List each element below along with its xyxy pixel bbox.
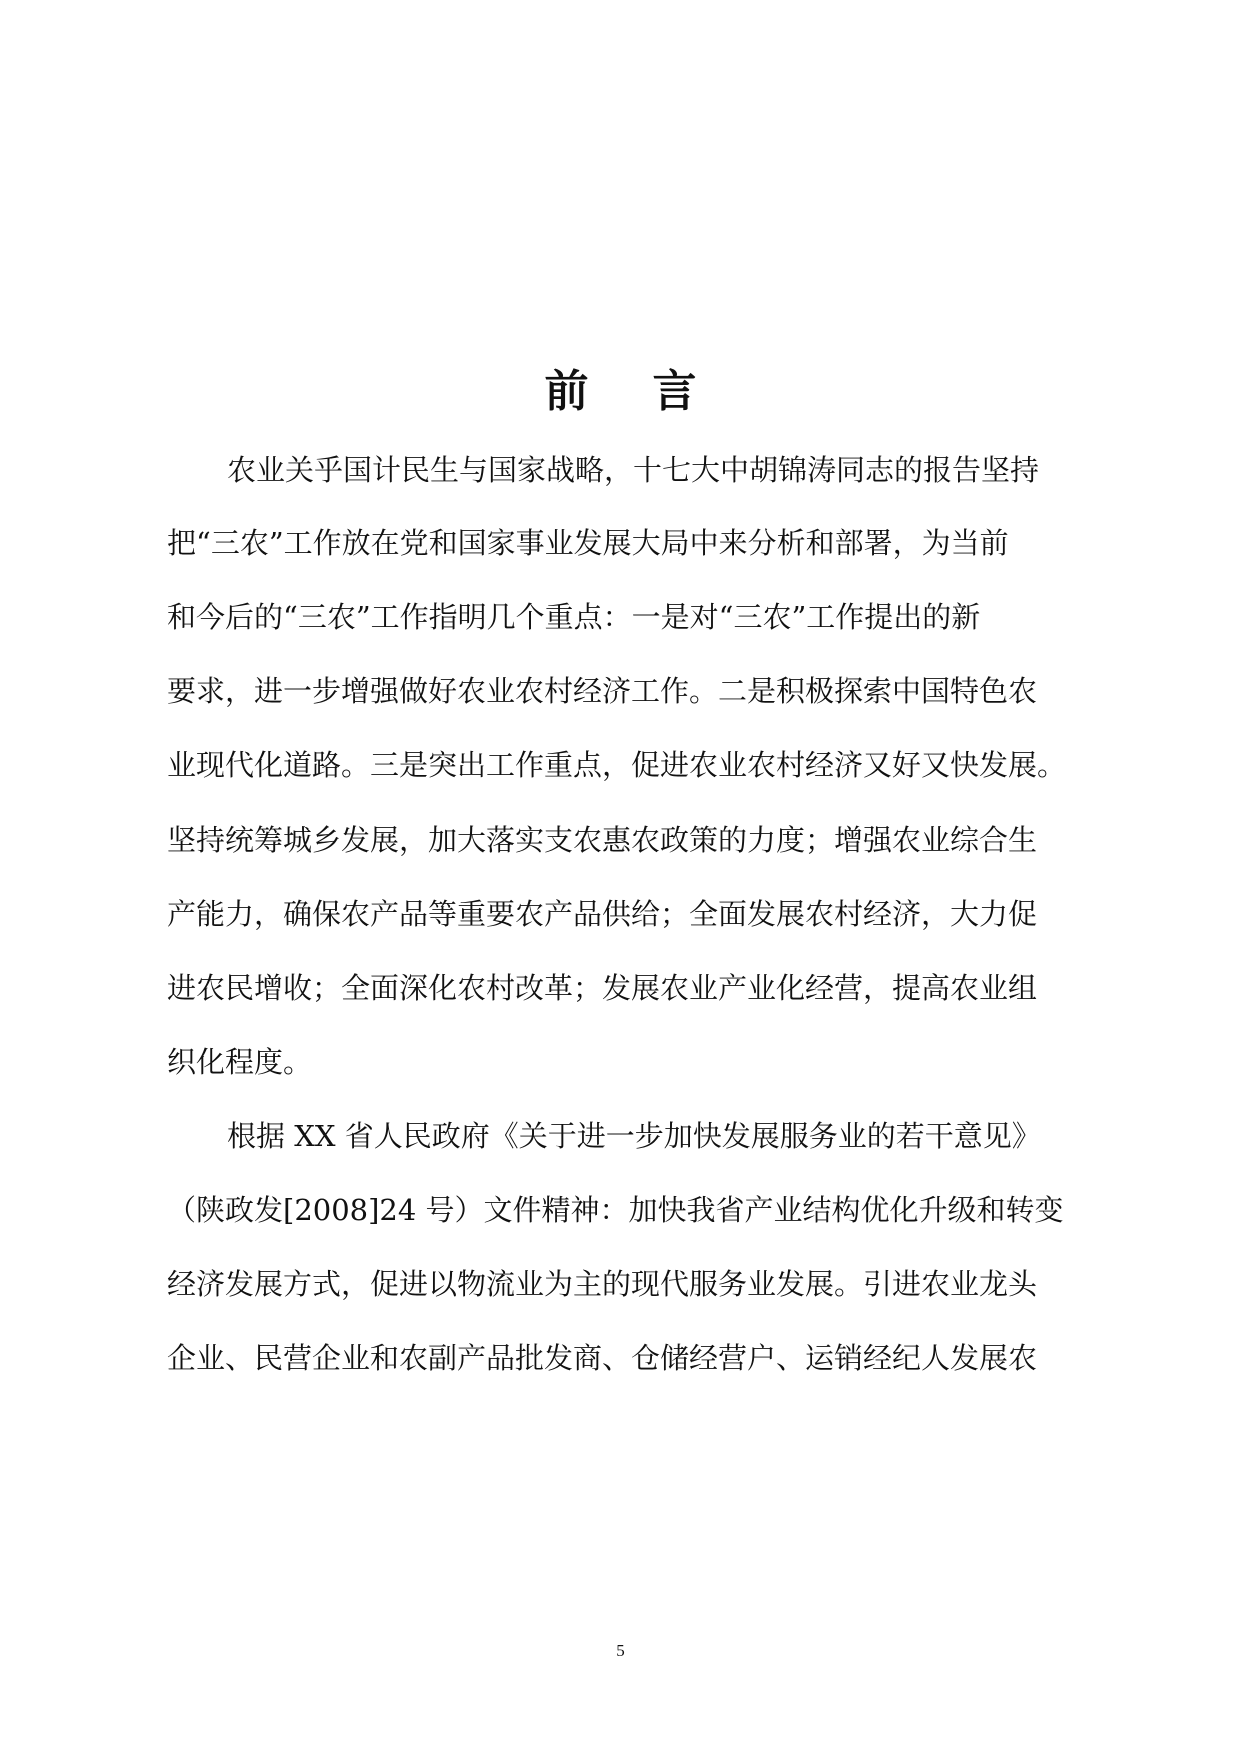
text-line: 业现代化道路。三是突出工作重点，促进农业农村经济又好又快发展。 (167, 748, 1067, 782)
text-line: 把“三农”工作放在党和国家事业发展大局中来分析和部署，为当前 (167, 526, 1009, 560)
text-line: 产能力，确保农产品等重要农产品供给；全面发展农村经济，大力促 (167, 897, 1038, 931)
text-line: 坚持统筹城乡发展，加大落实支农惠农政策的力度；增强农业综合生 (167, 823, 1038, 857)
title-char-1: 前 (544, 366, 589, 417)
text-line: 企业、民营企业和农副产品批发商、仓储经营户、运销经纪人发展农 (167, 1341, 1038, 1375)
page-number: 5 (616, 1641, 625, 1660)
title-char-2: 言 (652, 366, 697, 417)
text-line: 根据 XX 省人民政府《关于进一步加快发展服务业的若干意见》 (227, 1119, 1041, 1153)
text-line: （陕政发[2008]24 号）文件精神：加快我省产业结构优化升级和转变 (167, 1193, 1064, 1227)
text-line: 要求，进一步增强做好农业农村经济工作。二是积极探索中国特色农 (167, 674, 1038, 708)
text-line: 农业关乎国计民生与国家战略，十七大中胡锦涛同志的报告坚持 (227, 453, 1040, 487)
text-line: 经济发展方式，促进以物流业为主的现代服务业发展。引进农业龙头 (167, 1267, 1038, 1301)
text-line: 和今后的“三农”工作指明几个重点：一是对“三农”工作提出的新 (167, 600, 981, 634)
text-line: 进农民增收；全面深化农村改革；发展农业产业化经营，提高农业组 (167, 971, 1038, 1005)
page-title (0, 362, 1241, 422)
text-line: 织化程度。 (167, 1045, 313, 1079)
